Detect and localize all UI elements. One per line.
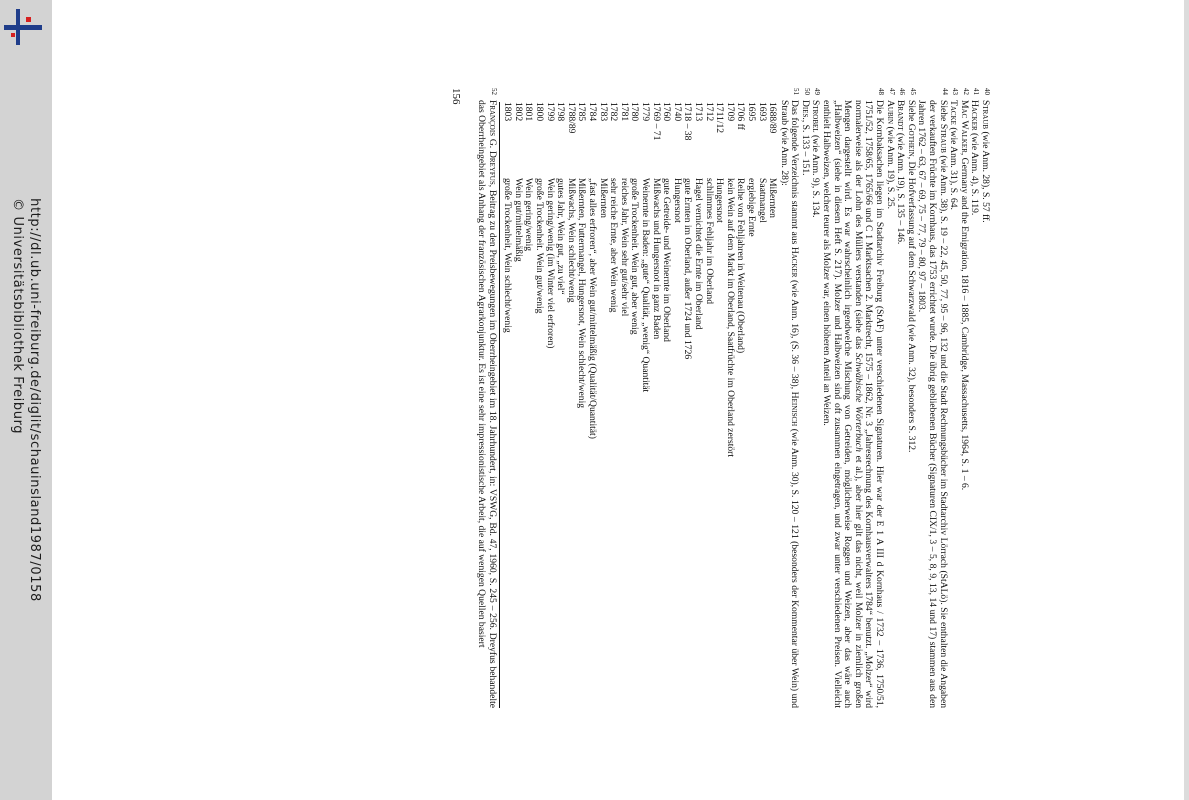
event-description: große Trockenheit, Wein schlecht/wenig [502,178,514,333]
footnote-44: 44 Siehe Straub (wie Anm. 38), S. 19 – 22, 45, 50, 77, 95 – 96, 132 und die Stadt Rechnungsbücher im Stadtarchiv Lörrach (StALö). Sie enthalten die Angaben der verkauften Früchte im Kornhaus, das 1753 errichtet wurde. Die übrig gebliebenen Bücher (Signaturen CIX/1, 3 – 5, 8, 9, 13, 14 und 17) stammen aus den Jahren 1762 – 63, 67 – 69, 75 – 77, 79 – 80, 97 – 1803. [916,88,949,708]
copyright-notice: © Universitätsbibliothek Freiburg [10,198,25,435]
event-year: 1779 [640,102,651,122]
event-row [671,102,682,457]
event-row [544,102,555,457]
event-description: Weinernte in Baden: „gute“ Qualität, „wenig“ Quantität [640,178,651,393]
footnote-40: 40 Straub (wie Anm. 28), S. 57 ff. [980,88,991,223]
event-description: Reihe von Fehljahren in Weitenau (Oberland) [735,178,747,354]
event-year: 1780 [629,102,641,122]
event-row [533,102,544,457]
harvest-events-table [502,102,777,457]
event-year: 1802 [512,102,524,122]
event-row [639,102,650,457]
event-row [735,102,746,457]
event-row [745,102,756,457]
event-description: gutes Jahr, Wein gut, „zu viel“ [555,178,567,295]
scrollbar[interactable] [1184,0,1189,800]
event-description: Saatmangel [756,178,768,223]
footnote-divider [499,102,500,708]
event-year: 1801 [523,102,535,122]
event-description: kein Wein auf dem Markt im Oberland, Saatfrüchte im Oberland zerstört [724,178,736,458]
footnote-47: 47 Aubin (wie Anm. 19), S. 25. [884,88,896,210]
event-description: Wein gering/wenig [523,178,535,252]
event-row [618,102,629,457]
event-description: Mißernten [597,178,609,218]
event-year: 1799 [544,102,556,122]
event-description: große Trockenheit. Wein gut, aber wenig [629,178,641,335]
footnote-52: 52 François G. Dreyfus, Beitrag zu den Preisbewegungen im Oberrheingebiet im 18. Jahrhundert, in: VSWG, Bd. 47, 1960, S. 245 – 256. Dreyfus behandelte das Oberrheingebiet als Anhang der französischen Agrarkonjunktur. Es ist eine sehr impressionistische Arbeit, die auf wenigen Quellen basiert [476,88,498,708]
event-description: ergiebige Ernte [745,178,757,237]
ub-freiburg-logo-icon[interactable] [2,6,42,48]
footnote-48: 48 Die Kornbaksachen liegen im Stadtarchiv Freiburg (StAF) unter verschiedenen Signaturen. Hier war der E 1 A III d Kornhaus / 1732 – 1736, 1750/51, 1751/52, 1758/65, 1765/66 und C 1 Marktsachen 2. Marktrecht, 1575 – 1862, Nr. 3 „Jahresrechnung des Kornhausverwalters 1784“ benutzt. „Molzer“ wird normalerweise als der Lohn des Müllers verstanden (siehe das Schwäbische Wörterbuch et al.), aber hier gilt das nicht, weil Molzer in ziemlich großen Mengen dargestellt wird. Es war wahrscheinlich irgendwelche Mischung von Getreiden, möglicherweise Roggen und Weizen, aber das wäre auch „Halbweizen“ (siehe in diesem Heft S. 217). Molzer und Halbweizen sind oft zusammen eingetragen, und zwar unter verschiedenen Preisen. Vielleicht enthielt Halbweizen, welcher teurer als Molzer war, einen höheren Anteil an Weizen. [821,88,886,708]
event-year: 1712 [703,102,715,122]
event-description: Hagel vernichtet die Ernte im Oberland [692,178,704,330]
event-row [682,102,693,457]
harvest-events-body [502,102,777,457]
event-description: Hungersnot [671,178,683,223]
event-year: 1740 [671,102,683,122]
event-description: gute Getreide- und Weinernte im Oberland [661,178,673,342]
event-row [650,102,661,457]
footnote-43: 43 Tacke (wie Anm. 31), S. 64. [948,88,960,210]
event-row [692,102,703,457]
event-row [555,102,566,457]
event-row [661,102,672,457]
event-description: Wein gut/mittelmäßig [512,178,524,262]
event-row [756,102,767,457]
event-row [576,102,587,457]
event-row [597,102,608,457]
document-url[interactable]: http://dl.ub.uni-freiburg.de/diglit/schauinsland1987/0158 [27,198,42,602]
event-year: 1711/12 [714,102,726,134]
event-year: 1781 [618,102,630,122]
footnote-45: 45 Siehe Gothein, Die Hofverfassung auf dem Schwarzwald (wie Anm. 32), besonders S. 312. [905,88,917,453]
event-description: große Trockenheit. Wein gut/wenig [534,178,546,314]
event-row [724,102,735,457]
event-year: 1706 ff [735,102,747,130]
event-year: 1709 [724,102,736,122]
event-description: Mißernten, Futtermangel, Hungersnot, Wein schlecht/wenig [576,178,588,409]
event-year: 1800 [534,102,546,122]
event-year: 1693 [756,102,768,122]
event-row [608,102,619,457]
event-row [523,102,534,457]
event-year: 1785 [576,102,588,122]
viewer-sidebar [0,0,52,800]
event-year: 1760 [661,102,673,122]
footnote-42: 42 Mac Walker, Germany and the Emigration, 1816 – 1885, Cambridge, Massachusetts, 1964, S. 1 – 6. [958,88,970,491]
event-row [703,102,714,457]
event-row [714,102,725,457]
event-year: 1798 [555,102,567,122]
event-year: 1784 [587,102,599,122]
footnote-49: 49 Strobel (wie Anm. 9), S. 134. [810,88,822,218]
event-description: Mißwachs, Wein schlecht/wenig [565,178,577,303]
page-number: 156 [450,88,463,105]
event-year: 1783 [597,102,609,122]
event-year: 1695 [745,102,757,122]
footnote-51: 51 Das folgende Verzeichnis stammt aus Hacker (wie Anm. 16), (S. 36 – 38), Heinisch (wie Anm. 30), S. 120 – 121 (besonders der Kommentar über Wein) und Straub (wie Anm. 28): [778,88,801,708]
event-row [502,102,513,457]
event-description: Mißernten [767,178,779,218]
footnote-46: 46 Brandt (wie Anm. 19), S. 135 – 146. [895,88,907,245]
footnote-50: 50 Dies., S. 133 – 151. [799,88,811,176]
event-year: 1782 [608,102,620,122]
event-row [586,102,597,457]
event-row [512,102,523,457]
event-year: 1718 – 38 [682,102,694,141]
event-description: Mißwachs und Hungersnot in ganz Baden [650,178,662,340]
event-row [767,102,778,457]
event-description: reiches Jahr, Wein sehr gut/sehr viel [618,178,630,317]
footnote-41: 41 Hacker (wie Anm. 4), S. 119. [969,88,981,216]
event-year: 1788/89 [565,102,577,134]
event-description: gute Ernten im Oberland, außer 1724 und 1726 [682,178,694,360]
sidebar-caption [9,198,43,602]
event-description: „fast alles erfroren“, aber Wein gut/mittelmäßig (Qualität/Quantität) [587,178,599,439]
event-year: 1713 [692,102,704,122]
event-year: 1688/89 [767,102,779,134]
event-description: Hungersnot [714,178,726,223]
event-description: schlimmes Fehljahr im Oberland [703,178,715,305]
scanned-page [250,88,990,708]
event-year: 1803 [502,102,514,122]
event-row [629,102,640,457]
event-description: Wein gering/wenig (im Winter viel erfroren) [544,178,556,349]
event-row [565,102,576,457]
event-year: 1769 – 71 [650,102,662,141]
event-description: sehr reiche Ernte, aber Wein wenig [608,178,620,313]
